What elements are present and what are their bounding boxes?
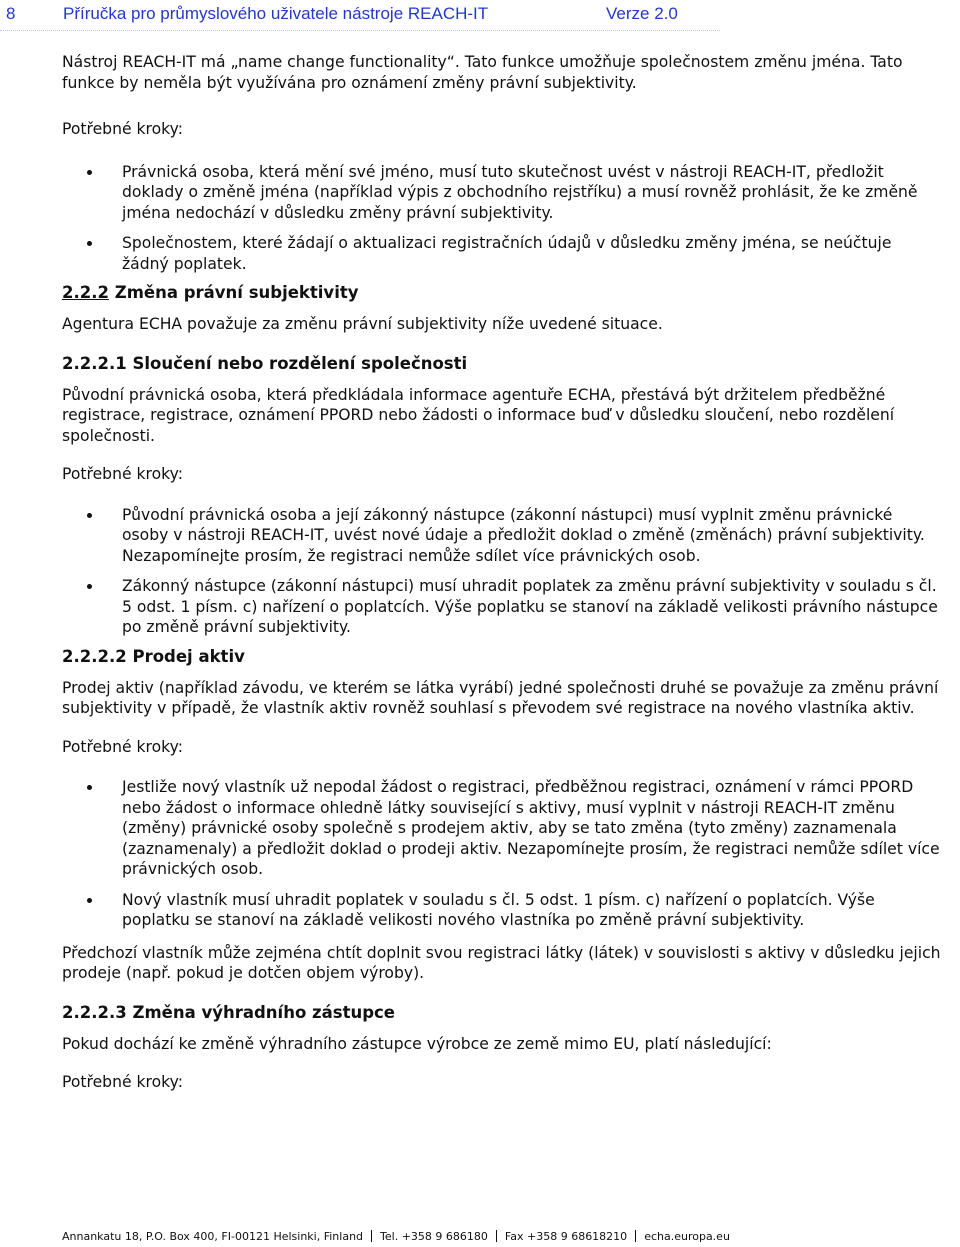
section-title: Sloučení nebo rozdělení společnosti <box>132 353 468 373</box>
page-header <box>0 4 960 30</box>
document-version: Verze 2.0 <box>606 4 678 23</box>
section-number: 2.2.2.1 <box>62 353 127 373</box>
section-number: 2.2.2 <box>62 283 109 302</box>
list-item: Právnická osoba, která mění své jméno, musí tuto skutečnost uvést v nástroji REACH-IT, předložit doklady o změně jména (například výpis z obchodního rejstříku) a musí rovněž prohlásit, že ke změně jména nedochází v důsledku změny právní subjektivity. <box>62 162 942 224</box>
section-title: Prodej aktiv <box>132 646 245 666</box>
footer-address: Annankatu 18, P.O. Box 400, FI-00121 Helsinki, Finland <box>62 1230 364 1243</box>
section-number: 2.2.2.2 <box>62 646 127 666</box>
page-number: 8 <box>6 4 16 23</box>
page-footer <box>62 1230 942 1243</box>
closing-paragraph: Předchozí vlastník může zejména chtít doplnit svou registraci látky (látek) v souvislosti s aktivy v důsledku jejich prodeje (např. pokud je dotčen objem výroby). <box>62 943 941 982</box>
section-text: Prodej aktiv (například závodu, ve kterém se látka vyrábí) jedné společnosti druhé se považuje za změnu právní subjektivity v případě, že vlastník aktiv rovněž souhlasí s převodem své registrace na nového vlastníka aktiv. <box>62 678 939 717</box>
section-text: Původní právnická osoba, která předkládala informace agentuře ECHA, přestává být držitelem předběžné registrace, registrace, oznámení PPORD nebo žádosti o informace buď v důsledku sloučení, nebo rozdělení společnosti. <box>62 385 895 445</box>
list-item: Jestliže nový vlastník už nepodal žádost o registraci, předběžnou registraci, oznámení v rámci PPORD nebo žádost o informace ohledně látky související s aktivy, musí vyplnit v nástroji REACH-IT změnu (změny) právnické osoby společně s prodejem aktiv, aby se tato změna (tyto změny) zaznamenala (zaznamenaly) a předložit doklad o prodeji aktiv. Nezapomínejte prosím, že registraci nemůže sdílet více právnických osob. <box>62 777 942 880</box>
section-text: Pokud dochází ke změně výhradního zástupce výrobce ze země mimo EU, platí následující: <box>62 1034 772 1053</box>
footer-fax: Fax +358 9 68618210 <box>504 1230 628 1243</box>
header-rule <box>0 30 720 31</box>
footer-web: echa.europa.eu <box>644 1230 730 1243</box>
section-text: Agentura ECHA považuje za změnu právní subjektivity níže uvedené situace. <box>62 315 663 333</box>
merger-bullet-list <box>62 505 942 638</box>
footer-separator <box>496 1230 497 1242</box>
intro-paragraph: Nástroj REACH-IT má „name change functionality“. Tato funkce umožňuje společnostem změnu jména. Tato funkce by neměla být využívána pro oznámení změny právní subjektivity. <box>62 53 903 92</box>
intro-bullet-list <box>62 162 942 275</box>
footer-separator <box>635 1230 636 1242</box>
section-heading-2-2-2-1 <box>62 353 942 375</box>
steps-label: Potřebné kroky: <box>62 465 183 483</box>
steps-label: Potřebné kroky: <box>62 737 183 756</box>
steps-label: Potřebné kroky: <box>62 120 183 138</box>
list-item: Původní právnická osoba a její zákonný nástupce (zákonní nástupci) musí vyplnit změnu právnické osoby v nástroji REACH-IT, uvést nové údaje a předložit doklad o změně (změnách) právní subjektivity. Nezapomínejte prosím, že registraci nemůže sdílet více právnických osob. <box>62 505 942 567</box>
asset-sale-bullet-list <box>62 777 942 931</box>
section-title: Změna právní subjektivity <box>114 283 359 302</box>
section-heading-2-2-2-3 <box>62 1002 942 1024</box>
list-item: Nový vlastník musí uhradit poplatek v souladu s čl. 5 odst. 1 písm. c) nařízení o poplatcích. Výše poplatku se stanoví na základě velikosti nového vlastníka po změně právní subjektivity. <box>62 890 942 931</box>
list-item: Společnostem, které žádají o aktualizaci registračních údajů v důsledku změny jména, se neúčtuje žádný poplatek. <box>62 233 942 274</box>
section-number: 2.2.2.3 <box>62 1002 127 1022</box>
page-content <box>62 52 942 1093</box>
section-title: Změna výhradního zástupce <box>132 1002 396 1022</box>
section-heading-2-2-2 <box>62 282 942 304</box>
footer-separator <box>371 1230 372 1242</box>
footer-tel: Tel. +358 9 686180 <box>380 1230 488 1243</box>
list-item: Zákonný nástupce (zákonní nástupci) musí uhradit poplatek za změnu právní subjektivity v souladu s čl. 5 odst. 1 písm. c) nařízení o poplatcích. Výše poplatku se stanoví na základě velikosti právního nástupce po změně právní subjektivity. <box>62 576 942 638</box>
section-heading-2-2-2-2 <box>62 646 942 668</box>
document-title: Příručka pro průmyslového uživatele nástroje REACH-IT <box>63 4 489 23</box>
steps-label: Potřebné kroky: <box>62 1073 183 1091</box>
